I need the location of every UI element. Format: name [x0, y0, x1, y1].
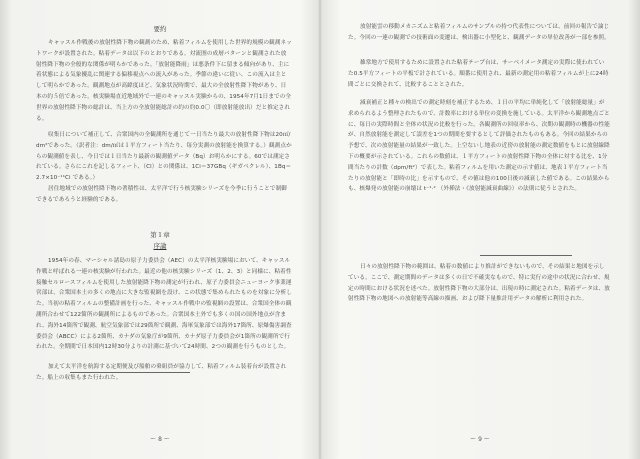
right-paragraph-4: 日々の放射性降下物の範囲は、粘着の数値により推計ができないもので、その結果と地図を示している。ここで、測定期間のデータは多くの日で不確実なもので、特に実行の途中の状況に合わせ、規定の時間における状況を述べた。放射性降下物の大部分は、出現の時に測定された。粘着データは、放射性降下物の地図への放射能等高線の描画、および降下量推計用データの解析に利用された。	[348, 264, 610, 303]
chapter-label: 第１章	[150, 231, 170, 239]
chapter-title: 序論	[153, 242, 167, 250]
page-number-right: ー 9 ー	[470, 436, 490, 443]
intro-paragraph-1: 1954年の春、マーシャル諸島の原子力委員会（AEC）の太平洋核実験場において、キャッスル作戦と呼ばれる一連の核実験が行われた。最近の他の核実験シリーズ（1、2、3）と同様に、粘着性接触セルロースフィルムを使用した放射能降下物の測定が行われ、原子力委員会ニューヨーク事業運営部は、合衆国本土の多くの地点に大きな監視網を設け、この状態で集められたものを対象に分析した。当初の粘着フィルムの整備計画を行った、キャッスル作戦中の監視網の設置は、合衆国全体の観測所合わせて122箇所の観測所によるものであった。合衆国本土外でも多くの国の国外地点が含まれ、海外14箇所で観測、航空気象部では29箇所で観測、海軍気象部では海外17箇所、原爆傷害調査委員会（ABCC）による2箇所、カナダの気象庁が9箇所、カナダ原子力委員会が1箇所の観測所で行われた。全期間で日本国内12時30分よりの計測に基づいて24時間、2つの観測を行うものとした。	[36, 258, 292, 351]
summary-paragraph-3: 居住地域での放射性降下物の著積性は、太平洋で行う核実験シリーズを今季に行うことで制御できるであろうと経験的である。	[36, 186, 287, 203]
section-title: 要約	[153, 25, 167, 33]
page-number-left: ー 8 ー	[150, 436, 170, 443]
summary-paragraph-1: キャッスル作戦後の放射性降下物の観測のため、粘着フィルムを使用した世界的規模の観測ネットワークが設置された。粘着データは以下のとおりである。対流圏の成層パターンと観測された放射性降下物の全般的な関係が明らかであった。「放射能降雨」は悪条件下に留まる傾向があり、主に着状態による気象擾乱に関連する偏移視点への流入があった。季節の違いに従い、この流入は主として明らかであった。観測地点が高緯度ほど、気象状況時期で、最大の全放射性降下物があり、日本の約５倍であった。核実験場直近地域外で一連のキャッスル実験からの、1954年7月1日までの全世界の放射性降下物の総計は、当上方の全放射能総計の約の約0.0〇（即放射能放出）だと推定される。	[36, 40, 292, 122]
summary-paragraph-2: 収集日について補正して、合衆国内の全観測所を通じて一日当たり最大の放射性降下物は20㎡/dm²であった。（訳者注：dm/㎡は１平方フィート当たり、毎分実測の放射能を換算する。）観測点からの観測値を表し、今日では１日当たり最新の観測値データ（Bq）お明らかにする。60では測定されている。さらにこれを記しるフィート、（Cl）との関係は、1Ci＝37GBq（ギガベクレル）、1Bq＝2.7×10⁻¹¹Ci である。）	[36, 132, 292, 182]
intro-paragraph-2: 加えて太平洋を航海する定期便及び船舶の乗組員が協力して、粘着フィルム装着台が設置された。船上の収集もまた行われた。	[36, 364, 287, 381]
underline-mark	[70, 372, 190, 373]
right-paragraph-1: 放射能雲の移動メカニズムと粘着フィルムのサンプルの持つ代表性については、前回の報告で論じた。今回の一連の観測での技術面の変遷は、検出器に小型化と、観測データの単位改善が一部を参照。	[348, 24, 610, 41]
right-page	[320, 0, 640, 459]
right-paragraph-2: 雑常地方で使用するために設置された粘着テープ台は、サーベイメータ測定の実際に使われていた0.5平方フィートの平板で計されている。順番に使用され、最新の測定用の粘着フィルムが上に24時間ごとに交換されて、比較することとされた。	[348, 60, 609, 88]
right-paragraph-3: 減衰補正と種々の検出での測定時刻を補正するため、１日の平均に単純化して「放射能総量」が求められるよう整理されたもので、計数率における単位の変換を施している。太平洋から観測地点ごとに、毎日の実際時間と全体の状況の比較を行った。各観測所の回収率から、次期の観測時の機器の性能が、自然放射能を測定して誤差を1つの期間を要するとして評価されたものもある。今回の結果からの予想で、次の放射能量の結果が一致した。上空ないし地表の近傍の放射能の測定数値をもとに放射線降下の概要が示されている。これらの数値は、１平方フィートの放射性降下物の全体に対する比を、1分間当たりの計数（dpm/ft²）で表した。粘着フィルムを用いた測定の示す値は、地表１平方フィート当たりの放射能と「即時の比」を示すもので、その値は他の100日後の減衰した値である。この結果からも、核爆発の放射能の崩壊は t⁻¹·² （外挿法・《放射能減衰曲線》）の法則に従うとされた。	[348, 100, 610, 193]
underline-mark-right	[480, 255, 572, 256]
